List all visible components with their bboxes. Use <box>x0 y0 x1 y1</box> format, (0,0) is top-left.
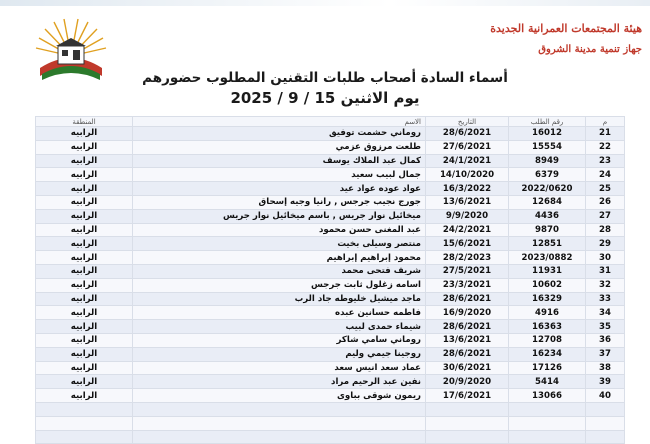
col-header-number: م <box>586 117 625 127</box>
cell-date: 9/9/2020 <box>426 209 509 223</box>
cell-name: روجينا جيمي وليم <box>133 347 426 361</box>
cell-number: 37 <box>586 347 625 361</box>
cell-request-number: 16329 <box>509 292 586 306</box>
agency-name: جهاز تنمية مدينة الشروق <box>538 44 642 55</box>
table-row <box>36 278 625 292</box>
cell-request-number: 2022/0620 <box>509 182 586 196</box>
cell-number: 27 <box>586 209 625 223</box>
cell-date: 27/5/2021 <box>426 264 509 278</box>
organization-name: هيئة المجتمعات العمرانية الجديدة <box>490 22 642 35</box>
cell-request-number: 16012 <box>509 127 586 141</box>
cell-region: الرابيه <box>36 320 133 334</box>
cell-date: 24/1/2021 <box>426 154 509 168</box>
cell-request-number: 15554 <box>509 140 586 154</box>
cell-region: الرابيه <box>36 182 133 196</box>
table-row <box>36 347 625 361</box>
col-header-region: المنطقة <box>36 117 133 127</box>
cell-number: 32 <box>586 278 625 292</box>
table-header-row <box>36 117 625 127</box>
cell-request-number: 12708 <box>509 333 586 347</box>
cell-request-number: 8949 <box>509 154 586 168</box>
cell-request-number: 11931 <box>509 264 586 278</box>
cell-region: الرابيه <box>36 195 133 209</box>
cell-number: 38 <box>586 361 625 375</box>
cell-region: الرابيه <box>36 154 133 168</box>
cell-name: منتصر وسيلى بخيت <box>133 237 426 251</box>
cell-date: 28/2/2023 <box>426 251 509 265</box>
page-date: يوم الاثنين 15 / 9 / 2025 <box>230 89 420 107</box>
table-row <box>36 154 625 168</box>
cell-request-number: 16234 <box>509 347 586 361</box>
cell-number: 40 <box>586 389 625 403</box>
cell-name: عبد المغنى حسن محمود <box>133 223 426 237</box>
cell-name: ماجد ميشيل خليوطه جاد الرب <box>133 292 426 306</box>
cell-name: روماني سامي شاكر <box>133 333 426 347</box>
cell-name: جورج نجيب جرجس , رانيا وجيه إسحاق <box>133 195 426 209</box>
cell-date: 28/6/2021 <box>426 347 509 361</box>
cell-date: 28/6/2021 <box>426 292 509 306</box>
table-row <box>36 140 625 154</box>
empty-row <box>36 416 625 430</box>
cell-request-number: 17126 <box>509 361 586 375</box>
table-row <box>36 209 625 223</box>
cell-number: 22 <box>586 140 625 154</box>
cell-request-number: 5414 <box>509 375 586 389</box>
cell-region: الرابيه <box>36 251 133 265</box>
cell-name: طلعت مرزوق عزمي <box>133 140 426 154</box>
cell-date: 17/6/2021 <box>426 389 509 403</box>
table-row <box>36 182 625 196</box>
cell-name: اسامه زغلول ثابت جرجس <box>133 278 426 292</box>
cell-number: 24 <box>586 168 625 182</box>
cell-request-number: 10602 <box>509 278 586 292</box>
table-row <box>36 127 625 141</box>
cell-region: الرابيه <box>36 292 133 306</box>
table-row <box>36 333 625 347</box>
cell-request-number: 12684 <box>509 195 586 209</box>
cell-date: 16/3/2022 <box>426 182 509 196</box>
col-header-date: التاريخ <box>426 117 509 127</box>
table-row <box>36 389 625 403</box>
cell-region: الرابيه <box>36 264 133 278</box>
cell-name: ميخائيل نوار جريس , باسم ميخائيل نوار جريس <box>133 209 426 223</box>
cell-name: عواد عوده عواد عيد <box>133 182 426 196</box>
cell-request-number: 9870 <box>509 223 586 237</box>
cell-name: جمال لبيب سعيد <box>133 168 426 182</box>
cell-name: كمال عبد الملاك يوسف <box>133 154 426 168</box>
table-row <box>36 251 625 265</box>
cell-region: الرابيه <box>36 306 133 320</box>
cell-name: شيماء حمدى لبيب <box>133 320 426 334</box>
cell-region: الرابيه <box>36 209 133 223</box>
cell-number: 29 <box>586 237 625 251</box>
cell-region: الرابيه <box>36 223 133 237</box>
cell-date: 20/9/2020 <box>426 375 509 389</box>
col-header-request-number: رقم الطلب <box>509 117 586 127</box>
cell-number: 36 <box>586 333 625 347</box>
table-row <box>36 264 625 278</box>
top-decoration <box>0 0 650 6</box>
table-row <box>36 237 625 251</box>
cell-region: الرابيه <box>36 140 133 154</box>
cell-name: روماني حشمت توفيق <box>133 127 426 141</box>
table-row <box>36 168 625 182</box>
cell-region: الرابيه <box>36 361 133 375</box>
cell-date: 24/2/2021 <box>426 223 509 237</box>
empty-row <box>36 430 625 444</box>
table-row <box>36 320 625 334</box>
cell-number: 30 <box>586 251 625 265</box>
cell-number: 33 <box>586 292 625 306</box>
table-row <box>36 306 625 320</box>
cell-number: 39 <box>586 375 625 389</box>
cell-region: الرابيه <box>36 347 133 361</box>
cell-date: 28/6/2021 <box>426 127 509 141</box>
cell-region: الرابيه <box>36 127 133 141</box>
table-row <box>36 292 625 306</box>
cell-number: 21 <box>586 127 625 141</box>
cell-name: شريف فتحى محمد <box>133 264 426 278</box>
cell-date: 13/6/2021 <box>426 195 509 209</box>
attendees-table <box>35 116 625 444</box>
cell-date: 13/6/2021 <box>426 333 509 347</box>
cell-name: ريمون شوقى بباوى <box>133 389 426 403</box>
cell-date: 14/10/2020 <box>426 168 509 182</box>
cell-number: 26 <box>586 195 625 209</box>
cell-number: 28 <box>586 223 625 237</box>
cell-region: الرابيه <box>36 333 133 347</box>
cell-name: محمود إبراهيم إبراهيم <box>133 251 426 265</box>
table-row <box>36 375 625 389</box>
cell-region: الرابيه <box>36 237 133 251</box>
cell-request-number: 2023/0882 <box>509 251 586 265</box>
cell-region: الرابيه <box>36 375 133 389</box>
cell-name: عماد سعد انيس سعد <box>133 361 426 375</box>
cell-date: 16/9/2020 <box>426 306 509 320</box>
cell-number: 25 <box>586 182 625 196</box>
cell-number: 31 <box>586 264 625 278</box>
cell-request-number: 4916 <box>509 306 586 320</box>
cell-region: الرابيه <box>36 389 133 403</box>
cell-request-number: 13066 <box>509 389 586 403</box>
cell-request-number: 6379 <box>509 168 586 182</box>
cell-number: 34 <box>586 306 625 320</box>
col-header-name: الاسم <box>133 117 426 127</box>
cell-date: 30/6/2021 <box>426 361 509 375</box>
cell-date: 15/6/2021 <box>426 237 509 251</box>
cell-date: 28/6/2021 <box>426 320 509 334</box>
cell-request-number: 4436 <box>509 209 586 223</box>
cell-number: 35 <box>586 320 625 334</box>
cell-number: 23 <box>586 154 625 168</box>
cell-region: الرابيه <box>36 168 133 182</box>
cell-name: فاطمه حسانين عبده <box>133 306 426 320</box>
cell-date: 27/6/2021 <box>426 140 509 154</box>
cell-request-number: 16363 <box>509 320 586 334</box>
table-row <box>36 223 625 237</box>
cell-name: نفين عبد الرحيم مراد <box>133 375 426 389</box>
table-row <box>36 361 625 375</box>
empty-row <box>36 402 625 416</box>
cell-request-number: 12851 <box>509 237 586 251</box>
table-row <box>36 195 625 209</box>
page-title: أسماء السادة أصحاب طلبات التقنين المطلوب حضورهم <box>142 70 508 86</box>
cell-date: 23/3/2021 <box>426 278 509 292</box>
cell-region: الرابيه <box>36 278 133 292</box>
